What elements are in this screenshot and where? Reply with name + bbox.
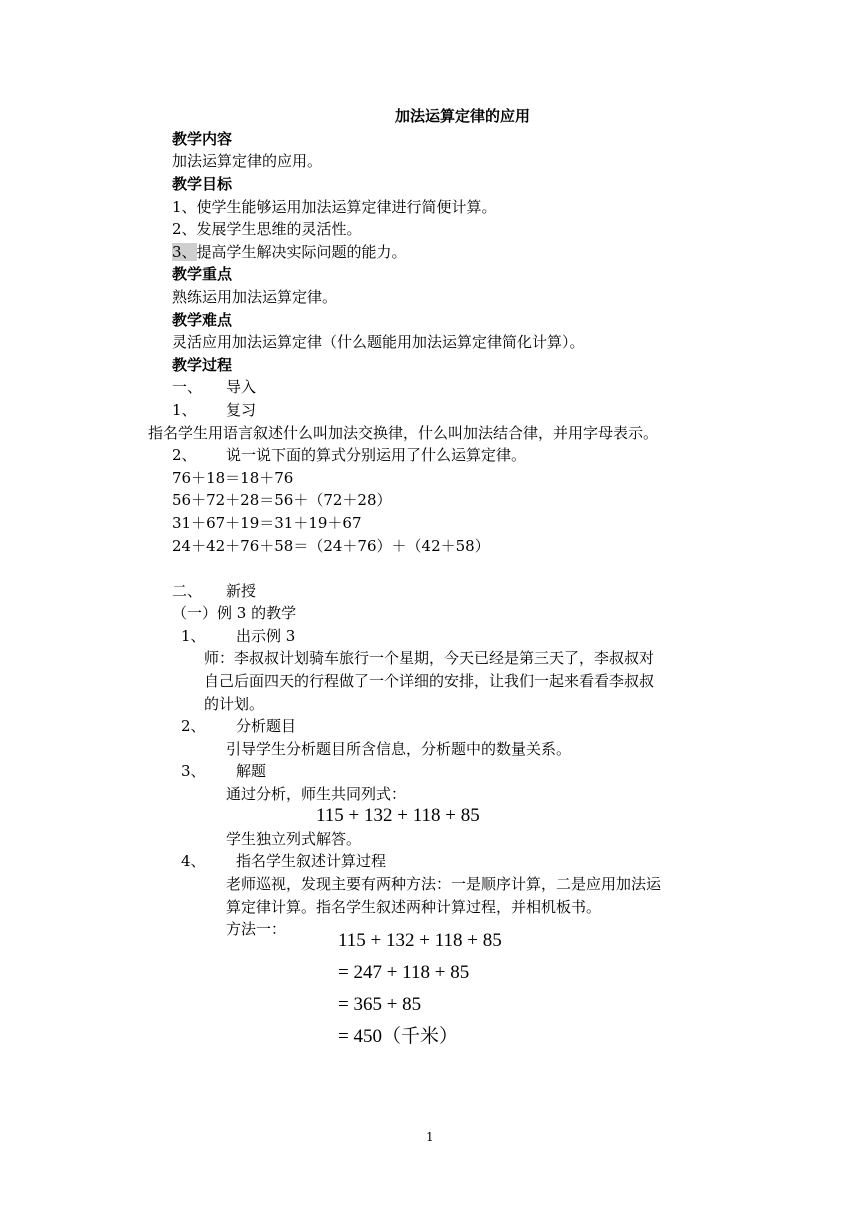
step1-line3: 的计划。 <box>204 695 265 713</box>
difficulty-heading: 教学难点 <box>172 311 233 329</box>
step1-line1: 师：李叔叔计划骑车旅行一个星期，今天已经是第三天了，李叔叔对 <box>204 649 655 667</box>
difficulty-text: 灵活应用加法运算定律（什么题能用加法运算定律简化计算）。 <box>172 333 585 351</box>
key-text: 熟练运用加法运算定律。 <box>172 288 338 306</box>
step3-formula: 115 + 132 + 118 + 85 <box>316 805 480 826</box>
calc-line-1: 115 + 132 + 118 + 85 <box>338 930 502 951</box>
goal-3-text: 提高学生解决实际问题的能力。 <box>196 243 407 261</box>
calc-line-3: = 365 + 85 <box>338 994 422 1015</box>
method1-label: 方法一： <box>226 920 287 938</box>
process-heading: 教学过程 <box>172 356 233 374</box>
part2-number: 二、 <box>172 582 203 600</box>
goal-3-number: 3、 <box>172 243 197 261</box>
step1-line2: 自己后面四天的行程做了一个详细的安排，让我们一起来看看李叔叔 <box>204 672 655 690</box>
content-heading: 教学内容 <box>172 130 233 148</box>
step1-number: 1、 <box>181 627 206 645</box>
part1-item1-label: 复习 <box>226 401 257 419</box>
step3-label: 解题 <box>236 762 267 780</box>
step3-text2: 学生独立列式解答。 <box>226 830 362 848</box>
goal-2: 2、发展学生思维的灵活性。 <box>172 220 362 238</box>
page-title: 加法运算定律的应用 <box>395 107 531 125</box>
content-text: 加法运算定律的应用。 <box>172 152 323 170</box>
goal-1: 1、使学生能够运用加法运算定律进行简便计算。 <box>172 198 497 216</box>
step4-line2: 算定律计算。指名学生叙述两种计算过程，并相机板书。 <box>226 898 602 916</box>
step3-text1: 通过分析，师生共同列式： <box>226 785 407 803</box>
part1-item1-number: 1、 <box>172 401 197 419</box>
step4-line1: 老师巡视，发现主要有两种方法：一是顺序计算，二是应用加法运 <box>226 875 662 893</box>
equation-4: 24＋42＋76＋58＝（24＋76）＋（42＋58） <box>172 537 490 555</box>
part1-item1-text: 指名学生用语言叙述什么叫加法交换律，什么叫加法结合律，并用字母表示。 <box>148 424 659 442</box>
equation-2: 56＋72＋28＝56＋（72＋28） <box>172 491 392 509</box>
part1-number: 一、 <box>172 378 203 396</box>
step4-label: 指名学生叙述计算过程 <box>236 852 387 870</box>
equation-3: 31＋67＋19＝31＋19＋67 <box>172 514 362 532</box>
part2-subsection: （一）例 3 的教学 <box>172 604 297 622</box>
step2-text: 引导学生分析题目所含信息，分析题中的数量关系。 <box>226 740 572 758</box>
step2-label: 分析题目 <box>236 717 297 735</box>
part1-item2-number: 2、 <box>172 446 197 464</box>
part1-item2-label: 说一说下面的算式分别运用了什么运算定律。 <box>226 446 527 464</box>
goal-3 <box>172 242 407 262</box>
page-number: 1 <box>426 1130 434 1144</box>
part2-label: 新授 <box>226 582 257 600</box>
step1-label: 出示例 3 <box>236 627 296 645</box>
key-heading: 教学重点 <box>172 265 233 283</box>
calc-line-4: = 450（千米） <box>338 1026 458 1047</box>
goals-heading: 教学目标 <box>172 175 233 193</box>
part1-label: 导入 <box>226 378 257 396</box>
step3-number: 3、 <box>181 762 206 780</box>
equation-1: 76＋18＝18＋76 <box>172 469 294 487</box>
step4-number: 4、 <box>181 852 206 870</box>
calc-line-2: = 247 + 118 + 85 <box>338 962 470 983</box>
step2-number: 2、 <box>181 717 206 735</box>
